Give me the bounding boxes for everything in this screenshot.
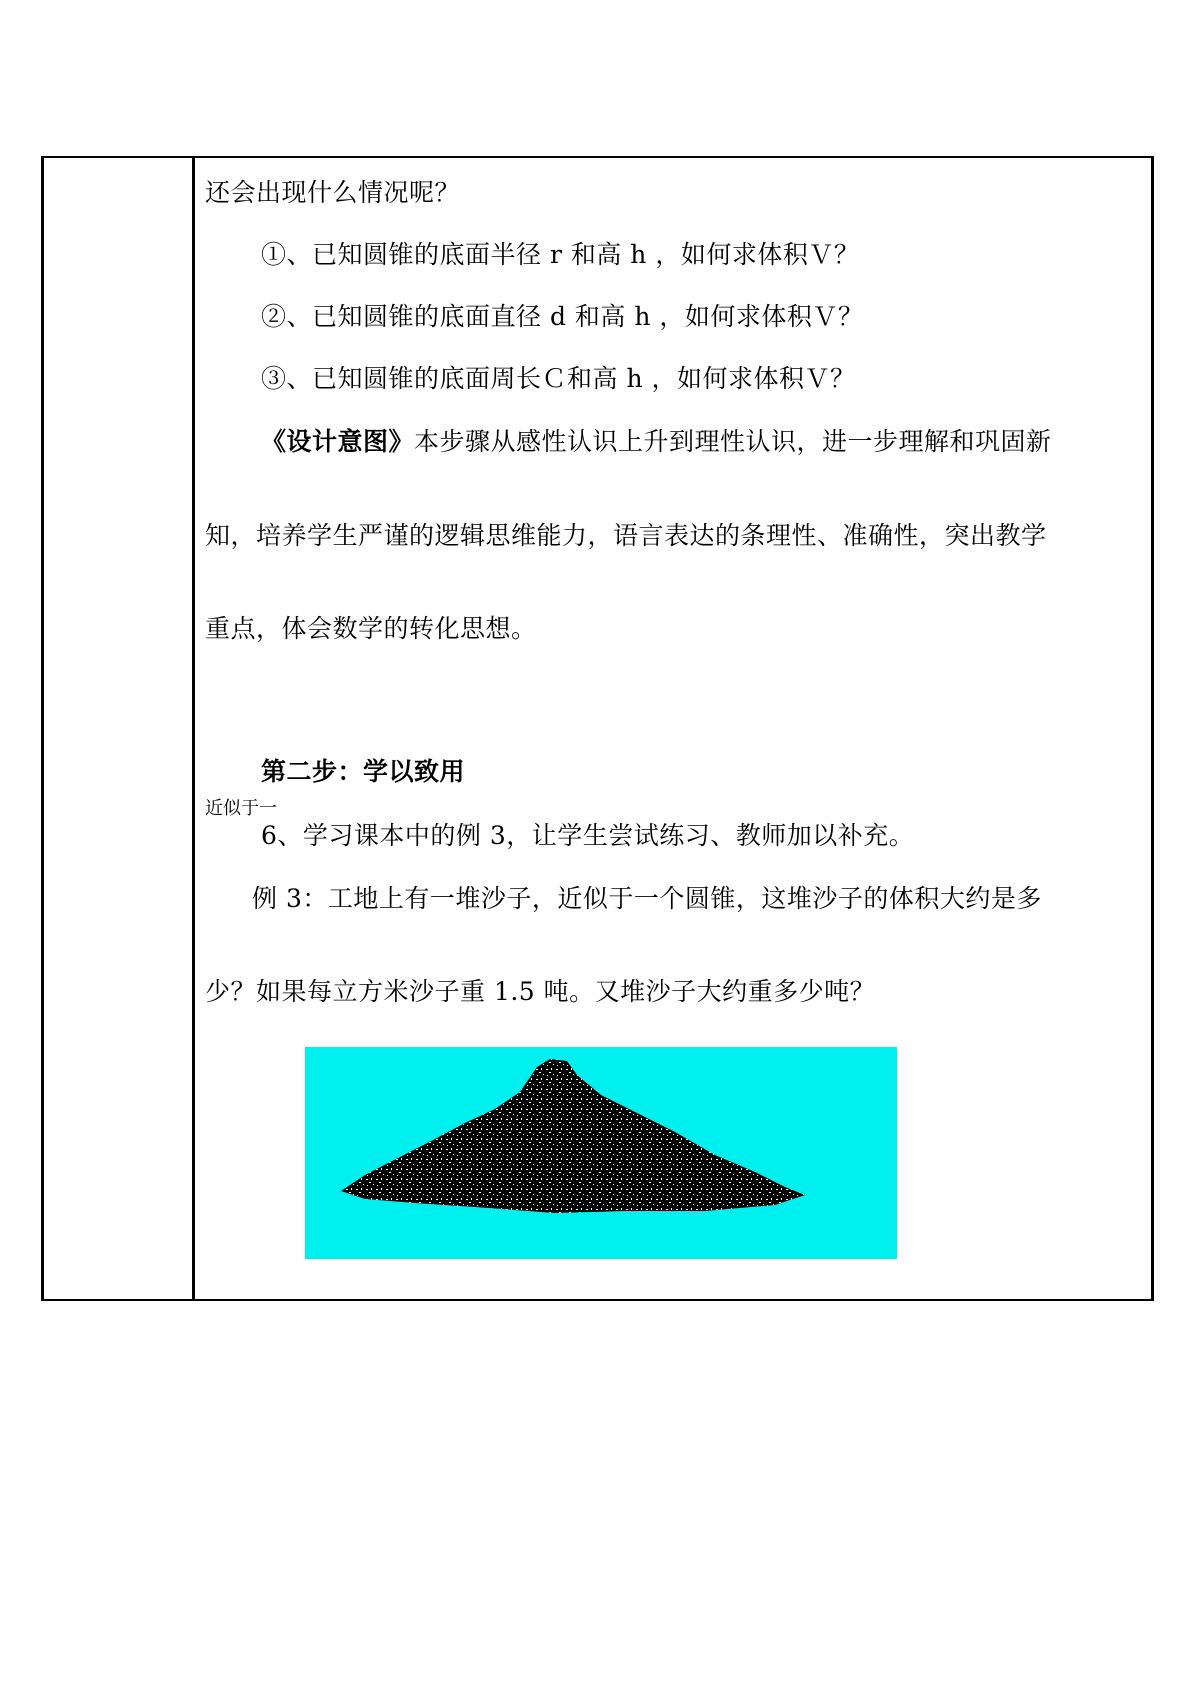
example-three-continued: 少？如果每立方米沙子重 1.5 吨。又堆沙子大约重多少吨？ [205,977,876,1006]
column-divider [192,158,195,1299]
small-note: 近似于一 [205,798,277,819]
question-2: ②、已知圆锥的底面直径 d 和高 h ，如何求体积Ｖ？ [261,302,864,331]
design-intent-line [261,427,1052,457]
sand-pile-icon [305,1047,897,1259]
design-intent-label: 《设计意图》 [261,427,415,456]
design-intent-continued-1: 知，培养学生严谨的逻辑思维能力，语言表达的条理性、准确性，突出教学 [205,521,1047,550]
question-3: ③、已知圆锥的底面周长Ｃ和高 h ，如何求体积Ｖ？ [261,364,856,393]
question-intro: 还会出现什么情况呢？ [205,178,461,207]
question-1: ①、已知圆锥的底面半径 r 和高 h ，如何求体积Ｖ？ [261,240,860,269]
item-six: 6、学习课本中的例 3，让学生尝试练习、教师加以补充。 [261,821,915,850]
design-intent-continued-2: 重点，体会数学的转化思想。 [205,614,537,643]
step-two-heading: 第二步：学以致用 [261,757,466,786]
design-intent-text: 本步骤从感性认识上升到理性认识，进一步理解和巩固新 [414,427,1052,456]
example-three: 例 3：工地上有一堆沙子，近似于一个圆锥，这堆沙子的体积大约是多 [252,884,1042,913]
